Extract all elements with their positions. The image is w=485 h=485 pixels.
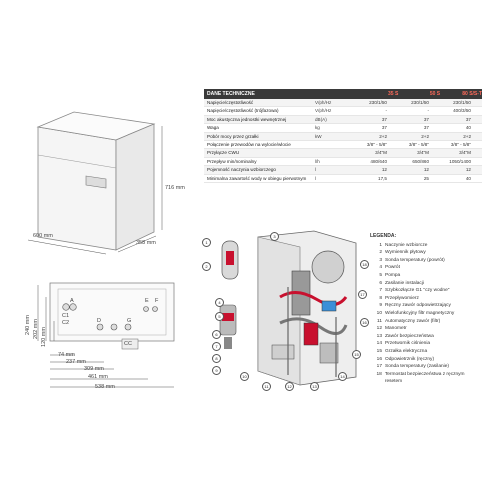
spec-row-label: Przyłącze CWU <box>207 150 240 156</box>
spec-col-1: 35 S <box>388 91 399 97</box>
spec-row-unit: kW <box>315 133 322 139</box>
spec-col-2: 50 S <box>429 91 441 97</box>
legend-item-number: 2 <box>379 250 382 256</box>
legend-item-number: 7 <box>379 288 382 294</box>
callout-marker: 8 <box>212 354 221 363</box>
spec-row-label: Pobór mocy przez grzałki <box>207 133 259 139</box>
spec-table-header <box>204 89 482 99</box>
legend-item <box>370 348 482 356</box>
plan-label-g: G <box>127 318 132 324</box>
spec-row-value-1: 480/640 <box>370 158 387 164</box>
legend-item <box>370 333 482 341</box>
legend-item-text: Powrót <box>385 265 400 271</box>
spec-row-value-2: 3/8" - 5/8" <box>408 142 429 148</box>
legend-item <box>370 363 482 371</box>
spec-row-value-3: 12 <box>465 167 471 173</box>
legend-item-number: 15 <box>376 348 382 354</box>
legend-item-number: 5 <box>379 272 382 278</box>
spec-row-value-2: 37 <box>423 125 429 131</box>
legend-item-number: 12 <box>376 326 382 332</box>
callout-marker: 1 <box>202 238 211 247</box>
legend-item-text: Termostat bezpieczeństwa z ręcznym resetem <box>384 371 465 385</box>
spec-row-value-3: 2+2 <box>463 133 471 139</box>
spec-table-title: DANE TECHNICZNE <box>207 91 255 97</box>
spec-row-value-3: 3/8" - 5/8" <box>450 142 471 148</box>
spec-table-body <box>204 99 482 183</box>
legend-item-text: Zasilanie instalacji <box>385 280 424 286</box>
legend-item-number: 10 <box>376 310 382 316</box>
spec-table-row <box>204 166 482 174</box>
plan-label-a: A <box>70 298 74 304</box>
callout-marker: 5 <box>215 312 224 321</box>
spec-row-value-1: 230/1/50 <box>369 100 387 105</box>
legend-item-number: 8 <box>379 295 382 301</box>
legend-item-number: 14 <box>376 341 382 347</box>
spec-row-value-1: 3/4"M <box>375 150 387 156</box>
spec-row-value-1: 37 <box>381 125 387 131</box>
spec-row-value-3: 230/1/50 <box>453 100 471 105</box>
spec-row-label: Napięcie/częstotliwość <box>207 100 254 105</box>
spec-table-row <box>204 124 482 132</box>
legend-item <box>370 287 482 295</box>
spec-row-unit: l <box>315 175 317 181</box>
plan-label-c1: C1 <box>62 313 70 319</box>
callout-marker: 4 <box>215 298 224 307</box>
spec-row-value-1: 2+2 <box>379 133 387 139</box>
legend-item-text: Sonda temperatury (powrót) <box>385 257 445 263</box>
spec-row-value-2: 25 <box>423 175 429 181</box>
legend <box>370 233 482 386</box>
legend-item <box>370 249 482 257</box>
legend-item <box>370 356 482 364</box>
legend-item-text: Sonda temperatury (zasilanie) <box>385 364 449 370</box>
callout-marker: 2 <box>202 262 211 271</box>
legend-item-text: Pompa <box>385 272 401 278</box>
legend-item-text: Wymiennik płytowy <box>385 250 426 256</box>
spec-row-value-1: 17,5 <box>378 175 387 181</box>
plan-dim-v3: 120 mm <box>40 327 47 347</box>
legend-item <box>370 272 482 280</box>
callout-marker: 18 <box>360 260 369 269</box>
callout-marker: 17 <box>358 290 367 299</box>
callout-marker: 12 <box>285 382 294 391</box>
spec-row-label: Moc akustyczna jednostki wewnętrznej <box>207 116 287 122</box>
spec-row-value-2: - <box>427 108 429 114</box>
spec-row-value-3: 40 <box>465 125 471 131</box>
spec-row-value-2: 12 <box>423 167 429 173</box>
legend-item-text: Automatyczny zawór (filtr) <box>385 318 441 324</box>
spec-row-value-1: - <box>385 108 387 114</box>
spec-row-unit: l <box>315 167 317 173</box>
spec-row-value-2: 230/1/50 <box>411 100 429 105</box>
legend-item <box>370 310 482 318</box>
legend-item-text: Ręczny zawór odpowietrzający <box>385 303 451 309</box>
internal-components-diagram <box>196 227 368 387</box>
spec-row-value-2: 650/860 <box>412 158 429 164</box>
spec-table-row <box>204 116 482 124</box>
spec-table-row <box>204 158 482 166</box>
legend-item-number: 1 <box>379 242 382 248</box>
spec-table-row <box>204 149 482 157</box>
spec-table-row <box>204 99 482 107</box>
plan-dim-h4: 461 mm <box>88 374 108 380</box>
legend-item-text: Naczynie wzbiorcze <box>385 242 428 248</box>
spec-row-value-2: 3/4"M <box>417 150 429 156</box>
spec-row-value-1: 3/8" - 5/8" <box>366 142 387 148</box>
legend-item <box>370 264 482 272</box>
callout-marker: 10 <box>240 372 249 381</box>
spec-row-unit <box>315 141 345 148</box>
spec-row-value-2: 2+2 <box>421 133 429 139</box>
callout-marker: 11 <box>262 382 271 391</box>
plan-label-e: E <box>145 298 149 304</box>
spec-row-label: Pojemność naczynia wzbiorczego <box>207 167 276 173</box>
cabinet-width-dim: 600 mm <box>33 233 53 239</box>
legend-item <box>370 242 482 250</box>
legend-item-text: Wielofunkcyjny filtr magnetyczny <box>385 310 455 316</box>
legend-item <box>370 340 482 348</box>
plan-dim-v1: 240 mm <box>24 315 31 335</box>
spec-table-row <box>204 141 482 149</box>
spec-table-row <box>204 107 482 115</box>
cabinet-height-dim: 716 mm <box>165 185 185 191</box>
spec-col-3: 80 S/S-T <box>462 91 482 97</box>
spec-table-row <box>204 133 482 141</box>
legend-item-text: Zawór bezpieczeństwa <box>385 333 434 339</box>
spec-row-unit: dB(A) <box>315 116 327 122</box>
callout-marker: 7 <box>212 342 221 351</box>
legend-item-number: 3 <box>379 257 382 263</box>
cabinet-isometric-drawing <box>8 80 208 255</box>
spec-row-value-3: 37 <box>465 116 471 122</box>
cabinet-depth-dim: 358 mm <box>136 240 156 246</box>
legend-item <box>370 371 482 386</box>
spec-row-label: Minimalna zawartość wody w obiegu pierwotnym <box>207 175 307 181</box>
legend-item-number: 6 <box>379 280 382 286</box>
legend-item <box>370 257 482 265</box>
plan-label-d: D <box>97 318 101 324</box>
legend-item <box>370 295 482 303</box>
legend-list <box>370 242 482 386</box>
spec-row-unit <box>315 149 345 156</box>
spec-row-unit: l/h <box>315 158 320 164</box>
spec-table-row <box>204 175 482 183</box>
spec-row-label: Napięcie/częstotliwość (trójfazowa) <box>207 108 279 114</box>
legend-item-text: Szybkozłącze G1 "czy wodne" <box>385 288 450 294</box>
plan-label-f: F <box>155 298 159 304</box>
legend-item <box>370 302 482 310</box>
spec-table <box>204 89 482 183</box>
plan-dim-h1: 74 mm <box>58 352 75 358</box>
legend-item-number: 13 <box>376 333 382 339</box>
callout-marker: 6 <box>212 330 221 339</box>
legend-item-number: 17 <box>376 364 382 370</box>
plan-label-c2: C2 <box>62 320 70 326</box>
plan-label-cc: CC <box>124 341 132 347</box>
spec-row-value-3: 40 <box>465 175 471 181</box>
spec-row-label: Przepływ min/nominalny <box>207 158 257 164</box>
legend-item-number: 9 <box>379 303 382 309</box>
spec-row-value-3: 3/4"M <box>459 150 471 156</box>
legend-item-number: 18 <box>376 371 382 377</box>
legend-item <box>370 280 482 288</box>
spec-row-unit: V/ph/Hz <box>315 100 332 105</box>
legend-item-text: Manometr <box>385 326 407 332</box>
legend-item-number: 4 <box>379 265 382 271</box>
legend-item-text: Grzałka elektryczna <box>385 348 428 354</box>
legend-item-number: 11 <box>377 318 382 324</box>
spec-row-value-3: 1050/1400 <box>449 158 471 164</box>
plan-dim-h3: 309 mm <box>84 366 104 372</box>
legend-item-text: Przetwornik ciśnienia <box>385 341 431 347</box>
callout-marker: 9 <box>212 366 221 375</box>
plan-dim-h2: 237 mm <box>66 359 86 365</box>
callout-marker: 13 <box>310 382 319 391</box>
plan-dim-v2: 202 mm <box>32 319 39 339</box>
spec-row-value-1: 37 <box>381 116 387 122</box>
spec-row-value-1: 12 <box>381 167 387 173</box>
legend-item <box>370 318 482 326</box>
callout-marker: 14 <box>338 372 347 381</box>
spec-row-label: Połączenie przewodów na wylocie/wlocie <box>207 142 291 148</box>
plan-dim-h5: 538 mm <box>95 384 115 390</box>
spec-row-label: Waga <box>207 125 219 131</box>
callout-marker: 15 <box>352 350 361 359</box>
legend-title: LEGENDA: <box>370 233 397 239</box>
legend-item-text: Odpowietrznik (ręczny) <box>385 356 435 362</box>
legend-item-number: 16 <box>376 356 382 362</box>
spec-row-value-2: 37 <box>423 116 429 122</box>
callout-marker: 3 <box>270 232 279 241</box>
legend-item-text: Przepływomierz <box>385 295 419 301</box>
spec-row-unit: V/ph/Hz <box>315 108 332 114</box>
callout-marker: 16 <box>360 318 369 327</box>
legend-item <box>370 325 482 333</box>
spec-row-value-3: 400/3/50 <box>453 108 471 114</box>
spec-row-unit: kg <box>315 125 320 131</box>
